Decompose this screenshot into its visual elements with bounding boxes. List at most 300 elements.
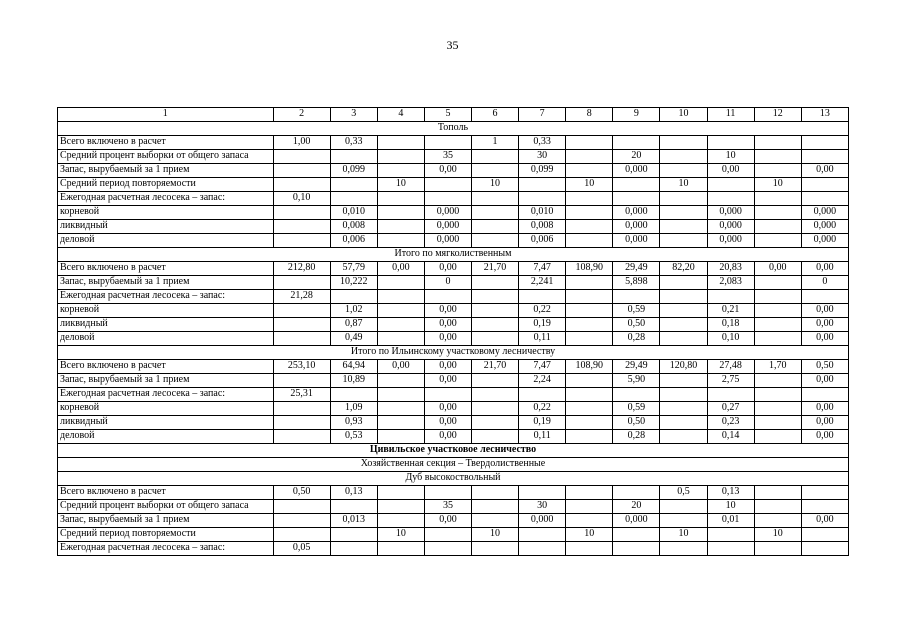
table-cell: [754, 276, 801, 290]
table-cell: [660, 318, 707, 332]
table-cell: [330, 290, 377, 304]
table-cell: [754, 514, 801, 528]
table-cell: 0,00: [707, 164, 754, 178]
row-label: Всего включено в расчет: [58, 262, 274, 276]
column-number: 12: [754, 108, 801, 122]
table-cell: [754, 150, 801, 164]
table-cell: [566, 304, 613, 318]
table-cell: [273, 514, 330, 528]
table-row: [58, 276, 849, 290]
table-cell: [660, 276, 707, 290]
table-cell: 21,70: [472, 360, 519, 374]
table-cell: 0,19: [519, 416, 566, 430]
table-cell: 0,006: [330, 234, 377, 248]
table-cell: 0,000: [424, 220, 471, 234]
table-cell: [377, 220, 424, 234]
table-cell: [273, 528, 330, 542]
table-cell: [273, 220, 330, 234]
table-cell: 0,27: [707, 402, 754, 416]
table-row: [58, 528, 849, 542]
row-label: Запас, вырубаемый за 1 прием: [58, 164, 274, 178]
table-cell: [566, 374, 613, 388]
table-cell: [273, 234, 330, 248]
table-cell: 0,000: [801, 206, 848, 220]
table-cell: [660, 304, 707, 318]
table-cell: 10: [472, 178, 519, 192]
table-cell: 10,89: [330, 374, 377, 388]
table-cell: 0,22: [519, 304, 566, 318]
row-label: Запас, вырубаемый за 1 прием: [58, 276, 274, 290]
table-cell: [754, 304, 801, 318]
table-cell: [377, 318, 424, 332]
table-cell: 0,00: [801, 514, 848, 528]
table-cell: 1,70: [754, 360, 801, 374]
table-cell: [377, 192, 424, 206]
table-cell: [660, 220, 707, 234]
table-cell: 10,222: [330, 276, 377, 290]
table-cell: [754, 388, 801, 402]
table-cell: 120,80: [660, 360, 707, 374]
row-label: корневой: [58, 402, 274, 416]
section-row: [58, 346, 849, 360]
table-cell: 0,50: [801, 360, 848, 374]
table-cell: 0,00: [801, 262, 848, 276]
table-cell: [707, 388, 754, 402]
table-cell: [660, 416, 707, 430]
table-cell: [377, 164, 424, 178]
table-cell: [754, 234, 801, 248]
table-cell: 10: [660, 528, 707, 542]
table-cell: [472, 332, 519, 346]
table-cell: [273, 318, 330, 332]
table-cell: [273, 402, 330, 416]
column-number: 10: [660, 108, 707, 122]
table-cell: 20: [613, 500, 660, 514]
table-cell: 10: [377, 178, 424, 192]
table-cell: 10: [377, 528, 424, 542]
table-cell: [273, 430, 330, 444]
table-cell: 0,10: [707, 332, 754, 346]
table-cell: 5,898: [613, 276, 660, 290]
table-cell: 0,49: [330, 332, 377, 346]
section-title: Итого по Ильинскому участковому лесничеству: [58, 346, 849, 360]
table-cell: 5,90: [613, 374, 660, 388]
table-cell: [377, 542, 424, 556]
section-title: Хозяйственная секция – Твердолиственные: [58, 458, 849, 472]
column-number: 13: [801, 108, 848, 122]
table-cell: [566, 332, 613, 346]
table-cell: [613, 542, 660, 556]
table-cell: 0,00: [424, 318, 471, 332]
table-cell: 21,70: [472, 262, 519, 276]
table-cell: [519, 542, 566, 556]
table-cell: [273, 500, 330, 514]
table-cell: [472, 416, 519, 430]
table-cell: [424, 136, 471, 150]
table-cell: [613, 192, 660, 206]
section-title: Итого по мягколиственным: [58, 248, 849, 262]
table-cell: 0,11: [519, 430, 566, 444]
table-cell: 0: [801, 276, 848, 290]
table-cell: [660, 542, 707, 556]
table-cell: [566, 318, 613, 332]
table-cell: [660, 206, 707, 220]
row-label: ликвидный: [58, 220, 274, 234]
table-cell: [660, 402, 707, 416]
table-cell: [472, 374, 519, 388]
table-cell: [566, 220, 613, 234]
table-cell: 0,50: [613, 416, 660, 430]
table-cell: [330, 388, 377, 402]
table-cell: 0,000: [613, 514, 660, 528]
table-cell: 0,010: [519, 206, 566, 220]
table-cell: [707, 528, 754, 542]
table-cell: [754, 332, 801, 346]
table-cell: 29,49: [613, 262, 660, 276]
row-label: Запас, вырубаемый за 1 прием: [58, 514, 274, 528]
table-cell: 20,83: [707, 262, 754, 276]
table-row: [58, 416, 849, 430]
table-cell: [660, 164, 707, 178]
table-cell: [330, 528, 377, 542]
table-cell: [519, 290, 566, 304]
table-cell: [424, 388, 471, 402]
table-cell: 0,14: [707, 430, 754, 444]
table-cell: [566, 388, 613, 402]
table-cell: 2,083: [707, 276, 754, 290]
table-cell: [472, 150, 519, 164]
table-cell: [472, 290, 519, 304]
table-cell: [566, 206, 613, 220]
table-row: [58, 318, 849, 332]
table-cell: 10: [566, 528, 613, 542]
table-cell: 0,5: [660, 486, 707, 500]
table-cell: 0,11: [519, 332, 566, 346]
column-number: 1: [58, 108, 274, 122]
column-number: 5: [424, 108, 471, 122]
table-cell: [330, 542, 377, 556]
table-cell: 30: [519, 500, 566, 514]
table-cell: [377, 136, 424, 150]
table-cell: [754, 206, 801, 220]
table-cell: 57,79: [330, 262, 377, 276]
table-cell: [754, 220, 801, 234]
table-cell: [424, 290, 471, 304]
table-cell: 0,33: [330, 136, 377, 150]
table-cell: [472, 234, 519, 248]
table-cell: [754, 500, 801, 514]
table-cell: 0,00: [377, 262, 424, 276]
table-cell: 0,00: [424, 402, 471, 416]
table-cell: 0,00: [801, 164, 848, 178]
table-cell: [613, 528, 660, 542]
table-cell: 7,47: [519, 360, 566, 374]
table-cell: 0,22: [519, 402, 566, 416]
table-cell: [801, 542, 848, 556]
page-number: 35: [446, 38, 459, 52]
table-cell: 10: [754, 528, 801, 542]
table-cell: [377, 486, 424, 500]
table-cell: 0,000: [801, 234, 848, 248]
table-cell: 0,00: [377, 360, 424, 374]
row-label: деловой: [58, 234, 274, 248]
table-cell: 0,50: [273, 486, 330, 500]
forest-harvest-table: [57, 107, 849, 556]
table-cell: [472, 192, 519, 206]
table-cell: 0,05: [273, 542, 330, 556]
section-row: [58, 248, 849, 262]
table-cell: 1,00: [273, 136, 330, 150]
section-row: [58, 122, 849, 136]
table-cell: [519, 528, 566, 542]
table-cell: 0,00: [801, 318, 848, 332]
table-cell: [424, 192, 471, 206]
table-cell: [472, 318, 519, 332]
table-cell: 0,00: [424, 360, 471, 374]
table-cell: 10: [472, 528, 519, 542]
table-cell: 0,13: [707, 486, 754, 500]
table-cell: 0,000: [801, 220, 848, 234]
table-cell: [801, 150, 848, 164]
table-cell: 108,90: [566, 262, 613, 276]
table-cell: [566, 192, 613, 206]
table-cell: [424, 178, 471, 192]
column-number: 9: [613, 108, 660, 122]
table-cell: [801, 388, 848, 402]
table-cell: [801, 290, 848, 304]
table-cell: [566, 514, 613, 528]
table-cell: 10: [754, 178, 801, 192]
table-cell: 0,00: [424, 416, 471, 430]
table-row: [58, 220, 849, 234]
table-cell: 0,00: [424, 374, 471, 388]
table-cell: 0,000: [424, 206, 471, 220]
table-cell: [660, 514, 707, 528]
table-row: [58, 514, 849, 528]
table-cell: [377, 290, 424, 304]
table-cell: [801, 500, 848, 514]
table-cell: 1: [472, 136, 519, 150]
table-cell: 20: [613, 150, 660, 164]
table-cell: 0,00: [424, 430, 471, 444]
table-cell: [273, 332, 330, 346]
table-cell: [660, 290, 707, 304]
table-cell: 0,00: [801, 374, 848, 388]
table-cell: 0,50: [613, 318, 660, 332]
table-cell: [377, 388, 424, 402]
table-cell: 10: [707, 500, 754, 514]
row-label: ликвидный: [58, 318, 274, 332]
table-cell: 0: [424, 276, 471, 290]
table-cell: [273, 150, 330, 164]
row-label: ликвидный: [58, 416, 274, 430]
table-cell: [519, 178, 566, 192]
table-cell: [273, 374, 330, 388]
table-cell: [377, 150, 424, 164]
table-row: [58, 234, 849, 248]
table-cell: [472, 500, 519, 514]
table-cell: [330, 150, 377, 164]
row-label: Ежегодная расчетная лесосека – запас:: [58, 388, 274, 402]
table-cell: [273, 178, 330, 192]
column-number: 11: [707, 108, 754, 122]
section-title: Тополь: [58, 122, 849, 136]
table-cell: 0,000: [707, 220, 754, 234]
table-cell: 0,53: [330, 430, 377, 444]
table-cell: 0,13: [330, 486, 377, 500]
table-cell: 253,10: [273, 360, 330, 374]
table-cell: [566, 542, 613, 556]
table-cell: [519, 192, 566, 206]
row-label: Средний период повторяемости: [58, 178, 274, 192]
table-cell: [613, 136, 660, 150]
table-cell: 2,24: [519, 374, 566, 388]
table-cell: 0,28: [613, 332, 660, 346]
table-row: [58, 486, 849, 500]
table-cell: [754, 290, 801, 304]
table-cell: [801, 192, 848, 206]
table-cell: 0,01: [707, 514, 754, 528]
table-row: [58, 290, 849, 304]
table-cell: [377, 416, 424, 430]
table-cell: [377, 514, 424, 528]
row-label: корневой: [58, 304, 274, 318]
table-cell: 7,47: [519, 262, 566, 276]
table-cell: 21,28: [273, 290, 330, 304]
table-cell: 0,10: [273, 192, 330, 206]
row-label: Средний период повторяемости: [58, 528, 274, 542]
table-cell: [472, 220, 519, 234]
table-cell: [377, 500, 424, 514]
table-cell: 0,28: [613, 430, 660, 444]
table-cell: 0,19: [519, 318, 566, 332]
table-cell: [801, 178, 848, 192]
table-cell: 0,008: [519, 220, 566, 234]
row-label: Всего включено в расчет: [58, 136, 274, 150]
table-cell: 0,00: [424, 262, 471, 276]
table-row: [58, 360, 849, 374]
table-cell: [566, 234, 613, 248]
column-number: 8: [566, 108, 613, 122]
table-row: [58, 164, 849, 178]
table-cell: 10: [660, 178, 707, 192]
column-number: 6: [472, 108, 519, 122]
table-cell: [377, 332, 424, 346]
table-row: [58, 374, 849, 388]
table-cell: 10: [707, 150, 754, 164]
table-cell: [754, 192, 801, 206]
table-cell: [660, 500, 707, 514]
table-cell: [660, 332, 707, 346]
table-cell: 0,000: [613, 234, 660, 248]
table-cell: [566, 164, 613, 178]
row-label: Средний процент выборки от общего запаса: [58, 500, 274, 514]
table-row: [58, 388, 849, 402]
table-cell: 0,099: [519, 164, 566, 178]
table-cell: [660, 430, 707, 444]
table-cell: 0,000: [424, 234, 471, 248]
table-row: [58, 304, 849, 318]
table-cell: [377, 402, 424, 416]
table-cell: [566, 290, 613, 304]
table-cell: 0,000: [707, 206, 754, 220]
table-row: [58, 500, 849, 514]
table-cell: 0,00: [424, 164, 471, 178]
table-cell: [472, 304, 519, 318]
table-cell: 0,00: [801, 304, 848, 318]
table-cell: [377, 234, 424, 248]
table-row: [58, 150, 849, 164]
table-cell: [613, 388, 660, 402]
column-number: 4: [377, 108, 424, 122]
table-cell: 0,59: [613, 402, 660, 416]
table-cell: [754, 136, 801, 150]
table-row: [58, 430, 849, 444]
section-title: Цивильское участковое лесничество: [58, 444, 849, 458]
table-cell: [377, 206, 424, 220]
table-cell: 82,20: [660, 262, 707, 276]
table-cell: [424, 542, 471, 556]
table-cell: 0,00: [801, 416, 848, 430]
table-cell: [613, 290, 660, 304]
table-cell: [707, 542, 754, 556]
table-cell: [566, 500, 613, 514]
table-cell: [707, 136, 754, 150]
table-cell: [330, 192, 377, 206]
table-cell: 0,23: [707, 416, 754, 430]
table-cell: 35: [424, 500, 471, 514]
table-cell: [273, 164, 330, 178]
table-cell: 0,000: [613, 220, 660, 234]
section-row: [58, 444, 849, 458]
table-cell: 64,94: [330, 360, 377, 374]
column-number: 3: [330, 108, 377, 122]
table-cell: 0,000: [613, 164, 660, 178]
table-cell: [754, 402, 801, 416]
table-cell: 0,00: [424, 304, 471, 318]
table-cell: [613, 486, 660, 500]
table-cell: 2,75: [707, 374, 754, 388]
table-cell: [472, 206, 519, 220]
row-label: корневой: [58, 206, 274, 220]
table-cell: [273, 206, 330, 220]
table-cell: 0,21: [707, 304, 754, 318]
table-cell: [801, 528, 848, 542]
table-cell: 212,80: [273, 262, 330, 276]
table-cell: 0,18: [707, 318, 754, 332]
table-cell: 0,000: [707, 234, 754, 248]
table-cell: 29,49: [613, 360, 660, 374]
table-cell: 10: [566, 178, 613, 192]
table-cell: [566, 150, 613, 164]
table-row: [58, 542, 849, 556]
section-row: [58, 472, 849, 486]
table-cell: 0,008: [330, 220, 377, 234]
table-cell: 1,09: [330, 402, 377, 416]
table-cell: [424, 486, 471, 500]
table-row: [58, 178, 849, 192]
table-row: [58, 206, 849, 220]
table-cell: [472, 402, 519, 416]
table-cell: [754, 542, 801, 556]
table-cell: [754, 374, 801, 388]
table-cell: 0,00: [424, 332, 471, 346]
row-label: Ежегодная расчетная лесосека – запас:: [58, 192, 274, 206]
table-cell: 0,00: [754, 262, 801, 276]
column-number: 7: [519, 108, 566, 122]
table-cell: [660, 388, 707, 402]
row-label: Ежегодная расчетная лесосека – запас:: [58, 542, 274, 556]
